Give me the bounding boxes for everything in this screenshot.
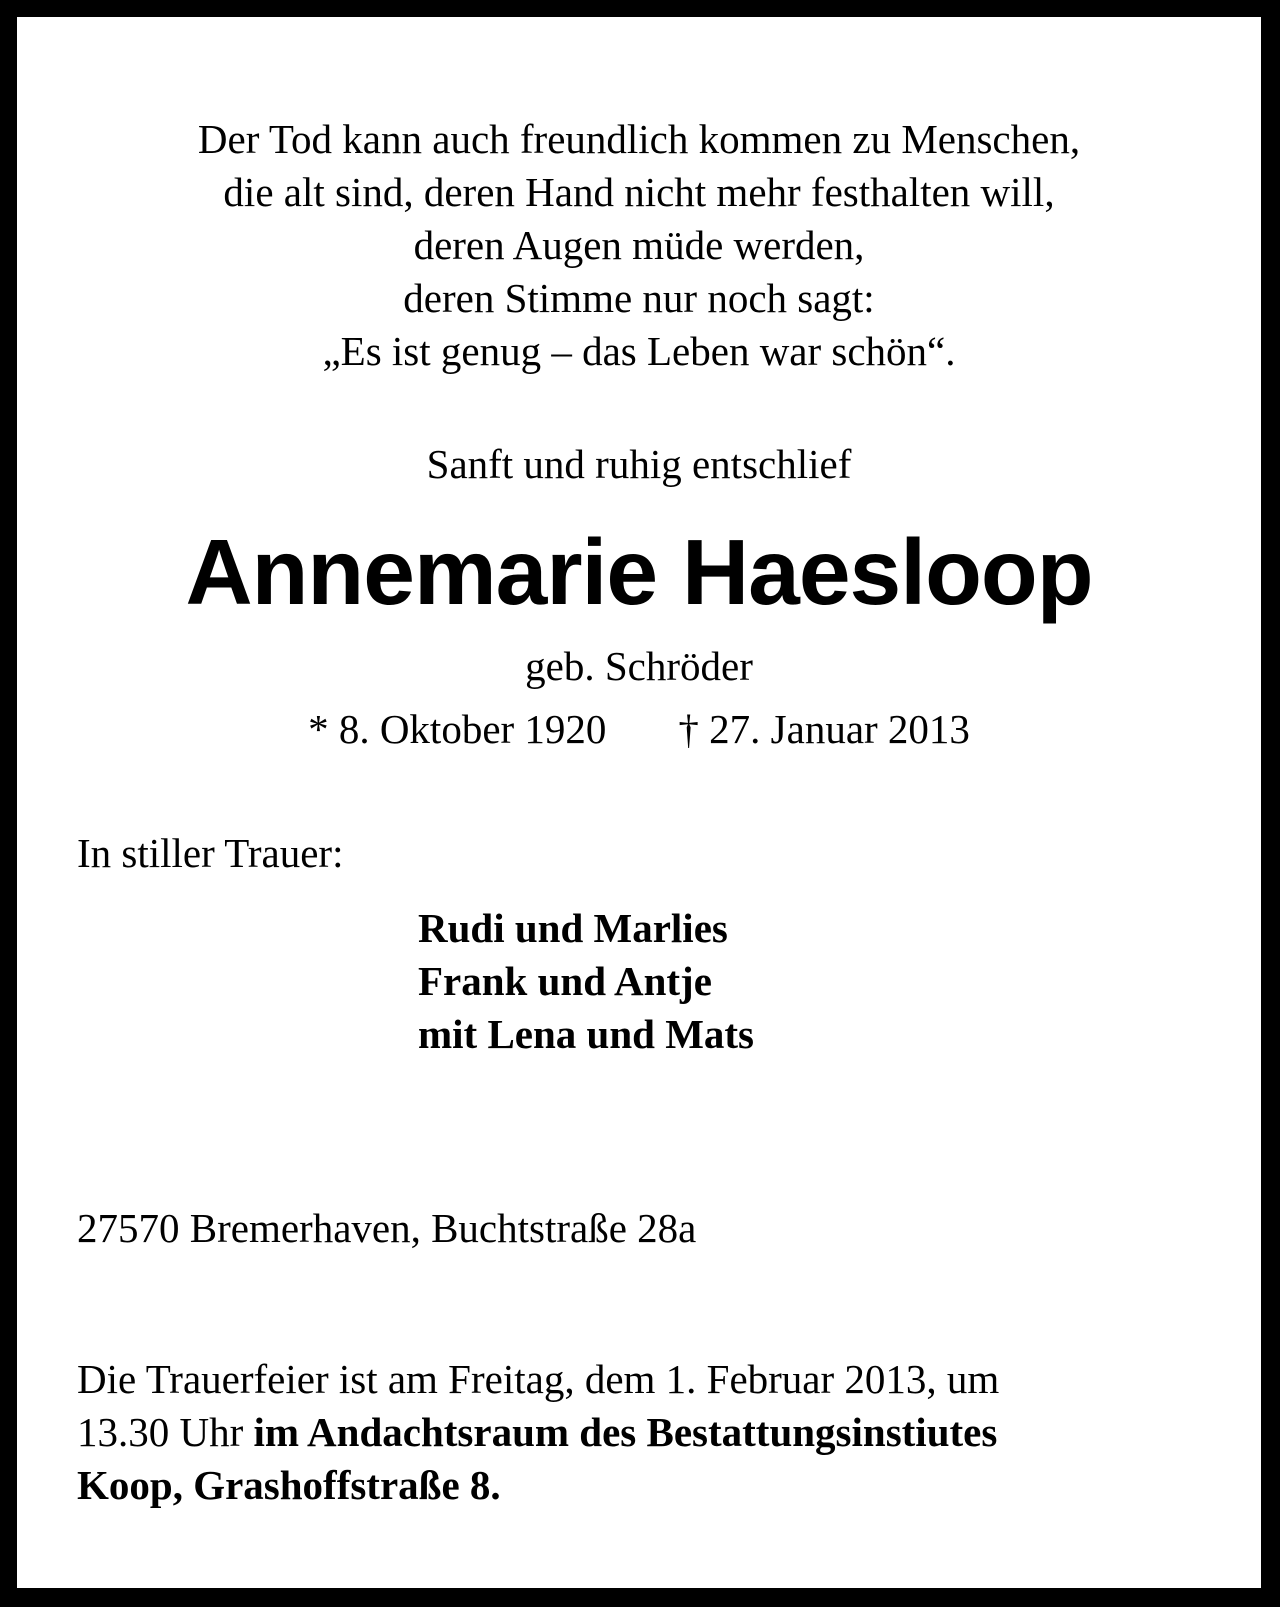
service-info	[77, 1353, 1217, 1512]
maiden-name: geb. Schröder	[525, 643, 753, 689]
service-line	[77, 1406, 1217, 1459]
address: 27570 Bremerhaven, Buchtstraße 28a	[77, 1205, 697, 1251]
service-line: Die Trauerfeier ist am Freitag, dem 1. Februar 2013, um	[77, 1356, 1000, 1402]
poem-line: Der Tod kann auch freundlich kommen zu Menschen,	[197, 116, 1081, 162]
intro-text: Sanft und ruhig entschlief	[426, 441, 852, 487]
mourner-line: mit Lena und Mats	[418, 1011, 755, 1057]
death-date: † 27. Januar 2013	[678, 706, 970, 752]
birth-date: * 8. Oktober 1920	[308, 706, 607, 752]
service-location: im Andachtsraum des Bestattungsinstiutes	[253, 1409, 998, 1455]
mourner-line: Frank und Antje	[418, 958, 712, 1004]
mourners-list	[418, 902, 754, 1061]
service-address: Koop, Grashoffstraße 8.	[77, 1462, 501, 1508]
poem-line: die alt sind, deren Hand nicht mehr festhalten will,	[223, 169, 1055, 215]
life-dates	[17, 703, 1261, 756]
mourning-heading: In stiller Trauer:	[77, 830, 344, 876]
obituary-notice	[17, 17, 1261, 1588]
deceased-name: Annemarie Haesloop	[185, 520, 1093, 624]
poem-line: deren Stimme nur noch sagt:	[403, 275, 875, 321]
poem-line: deren Augen müde werden,	[413, 222, 865, 268]
service-time: 13.30 Uhr	[77, 1409, 254, 1455]
poem	[17, 113, 1261, 378]
mourner-line: Rudi und Marlies	[418, 905, 728, 951]
poem-line: „Es ist genug – das Leben war schön“.	[322, 328, 956, 374]
